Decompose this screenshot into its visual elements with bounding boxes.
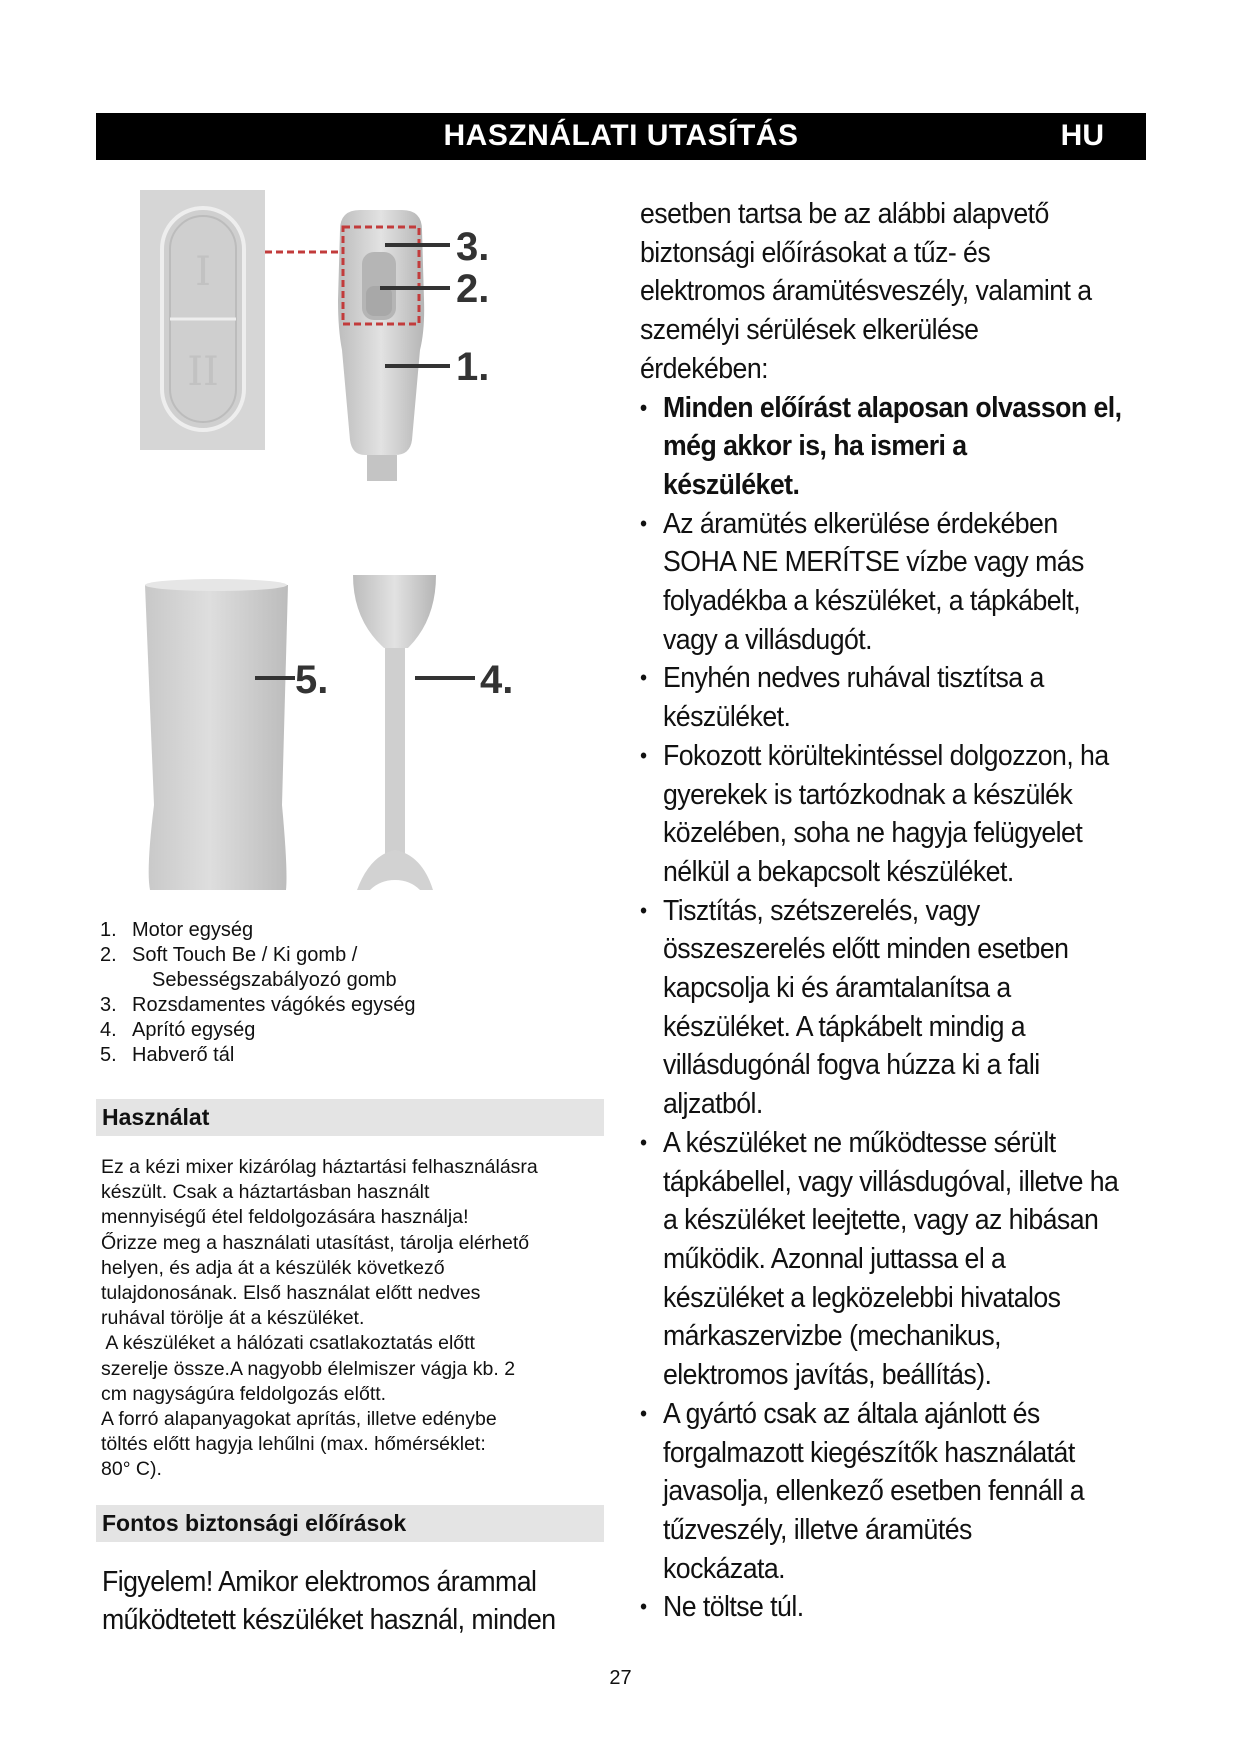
button-label-1: I <box>195 249 211 295</box>
safety-heading: Fontos biztonsági előírások <box>96 1505 604 1542</box>
safety-intro-continued <box>640 195 1137 389</box>
text-line: 80° C). <box>101 1458 162 1481</box>
product-diagram <box>140 190 580 910</box>
list-item <box>640 1124 1137 1395</box>
beaker <box>145 579 288 890</box>
text-line: készüléket. A tápkábelt mindig a <box>663 1010 1026 1043</box>
text-line: villásdugónál fogva húzza ki a fali <box>663 1049 1040 1082</box>
text-line: töltés előtt hagyja lehűlni (max. hőmérséklet: <box>101 1433 486 1456</box>
part-name: Soft Touch Be / Ki gomb / <box>132 944 358 966</box>
text-line: kockázata. <box>663 1552 786 1585</box>
text-line: személyi sérülések elkerülése <box>640 314 979 347</box>
list-item <box>100 918 416 943</box>
text-line: mennyiségű étel feldolgozására használja! <box>101 1206 469 1229</box>
page-number: 27 <box>609 1667 632 1689</box>
part-name: Rozsdamentes vágókés egység <box>132 994 416 1016</box>
part-number: 4. <box>100 1019 117 1041</box>
text-line: aljzatból. <box>663 1088 763 1121</box>
text-line: helyen, és adja át a készülék következő <box>101 1256 445 1279</box>
list-item <box>640 1395 1137 1589</box>
safety-bullet-list <box>640 389 1137 1628</box>
part-name-continued: Sebességszabályozó gomb <box>152 969 397 991</box>
text-line: A gyártó csak az általa ajánlott és <box>663 1397 1040 1430</box>
text-line: nélkül a bekapcsolt készüléket. <box>663 855 1014 888</box>
text-line: vagy a villásdugót. <box>663 623 873 656</box>
text-line: cm nagyságúra feldolgozás előtt. <box>101 1382 387 1405</box>
list-item <box>640 659 1137 736</box>
part-number: 5. <box>100 1044 117 1066</box>
list-item <box>640 892 1137 1124</box>
text-line: Az áramütés elkerülése érdekében <box>663 507 1058 540</box>
language-code: HU <box>1060 119 1104 152</box>
text-line: készüléket. <box>663 468 800 501</box>
text-line: szerelje össze.A nagyobb élelmiszer vágja kb. 2 <box>101 1357 516 1380</box>
text-line: folyadékba a készüléket, a tápkábelt, <box>663 585 1081 618</box>
text-line: ruhával törölje át a készüléket. <box>101 1307 365 1330</box>
list-item <box>640 1588 1137 1627</box>
list-item <box>100 1018 416 1043</box>
part-number: 3. <box>100 994 117 1016</box>
safety-intro <box>102 1563 580 1639</box>
usage-paragraph <box>101 1155 611 1483</box>
text-line: tűzveszély, illetve áramütés <box>663 1513 972 1546</box>
list-item <box>100 968 416 993</box>
list-item <box>100 1043 416 1068</box>
text-line: forgalmazott kiegészítők használatát <box>663 1436 1075 1469</box>
text-line: A készüléket ne működtesse sérült <box>663 1126 1056 1159</box>
text-line: működik. Azonnal juttassa el a <box>663 1242 1006 1275</box>
text-line: márkaszervizbe (mechanikus, <box>663 1320 1001 1353</box>
page-header <box>96 113 1146 160</box>
button-panel-closeup <box>140 190 265 450</box>
right-column <box>640 195 1137 1627</box>
callout-5: 5. <box>295 658 329 702</box>
text-line: összeszerelés előtt minden esetben <box>663 933 1069 966</box>
text-line: elektromos áramütésveszély, valamint a <box>640 275 1092 308</box>
text-line: a készüléket leejtette, vagy az hibásan <box>663 1204 1099 1237</box>
part-number: 2. <box>100 944 117 966</box>
text-line: A készüléket a hálózati csatlakoztatás előtt <box>101 1332 475 1355</box>
text-line: készüléket a legközelebbi hivatalos <box>663 1281 1061 1314</box>
text-line: tápkábellel, vagy villásdugóval, illetve ha <box>663 1165 1119 1198</box>
callout-2: 2. <box>456 267 490 311</box>
text-line: készült. Csak a háztartásban használt <box>101 1181 430 1204</box>
part-name: Aprító egység <box>132 1019 256 1041</box>
manual-title: HASZNÁLATI UTASÍTÁS <box>443 119 799 152</box>
text-line: tulajdonosának. Első használat előtt nedves <box>101 1282 481 1305</box>
text-line: gyerekek is tartózkodnak a készülék <box>663 778 1073 811</box>
list-item <box>640 389 1137 505</box>
text-line: Ne töltse túl. <box>663 1591 804 1624</box>
text-line: biztonsági előírásokat a tűz- és <box>640 236 991 269</box>
text-line: Enyhén nedves ruhával tisztítsa a <box>663 662 1044 695</box>
part-name: Habverő tál <box>132 1044 235 1066</box>
list-item <box>100 993 416 1018</box>
list-item <box>640 737 1137 892</box>
usage-heading: Használat <box>96 1099 604 1136</box>
text-line: Figyelem! Amikor elektromos árammal <box>102 1566 537 1598</box>
text-line: Őrizze meg a használati utasítást, tárolja elérhető <box>101 1231 530 1254</box>
part-name: Motor egység <box>132 919 254 941</box>
text-line: Ez a kézi mixer kizárólag háztartási felhasználásra <box>101 1156 538 1178</box>
text-line: kapcsolja ki és áramtalanítsa a <box>663 972 1011 1005</box>
callout-4: 4. <box>480 658 514 702</box>
motor-unit <box>338 210 424 481</box>
list-item <box>640 505 1137 660</box>
text-line: esetben tartsa be az alábbi alapvető <box>640 198 1049 230</box>
list-item <box>100 943 416 968</box>
text-line: még akkor is, ha ismeri a <box>663 430 967 463</box>
text-line: közelében, soha ne hagyja felügyelet <box>663 817 1083 850</box>
text-line: Fokozott körültekintéssel dolgozzon, ha <box>663 739 1109 772</box>
text-line: működtetett készüléket használ, minden <box>102 1604 556 1636</box>
text-line: SOHA NE MERÍTSE vízbe vagy más <box>663 546 1084 579</box>
text-line: készüléket. <box>663 701 791 734</box>
text-line: elektromos javítás, beállítás). <box>663 1359 992 1392</box>
blender-shaft <box>353 575 436 890</box>
text-line: A forró alapanyagokat aprítás, illetve edénybe <box>101 1408 497 1431</box>
button-label-2: II <box>187 349 219 395</box>
text-line: javasolja, ellenkező esetben fennáll a <box>663 1475 1085 1508</box>
callout-1: 1. <box>456 345 490 389</box>
callout-3: 3. <box>456 225 490 269</box>
text-line: érdekében: <box>640 352 768 385</box>
text-line: Minden előírást alaposan olvasson el, <box>663 391 1122 424</box>
part-number: 1. <box>100 919 117 941</box>
parts-list <box>100 918 416 1068</box>
text-line: Tisztítás, szétszerelés, vagy <box>663 894 980 927</box>
